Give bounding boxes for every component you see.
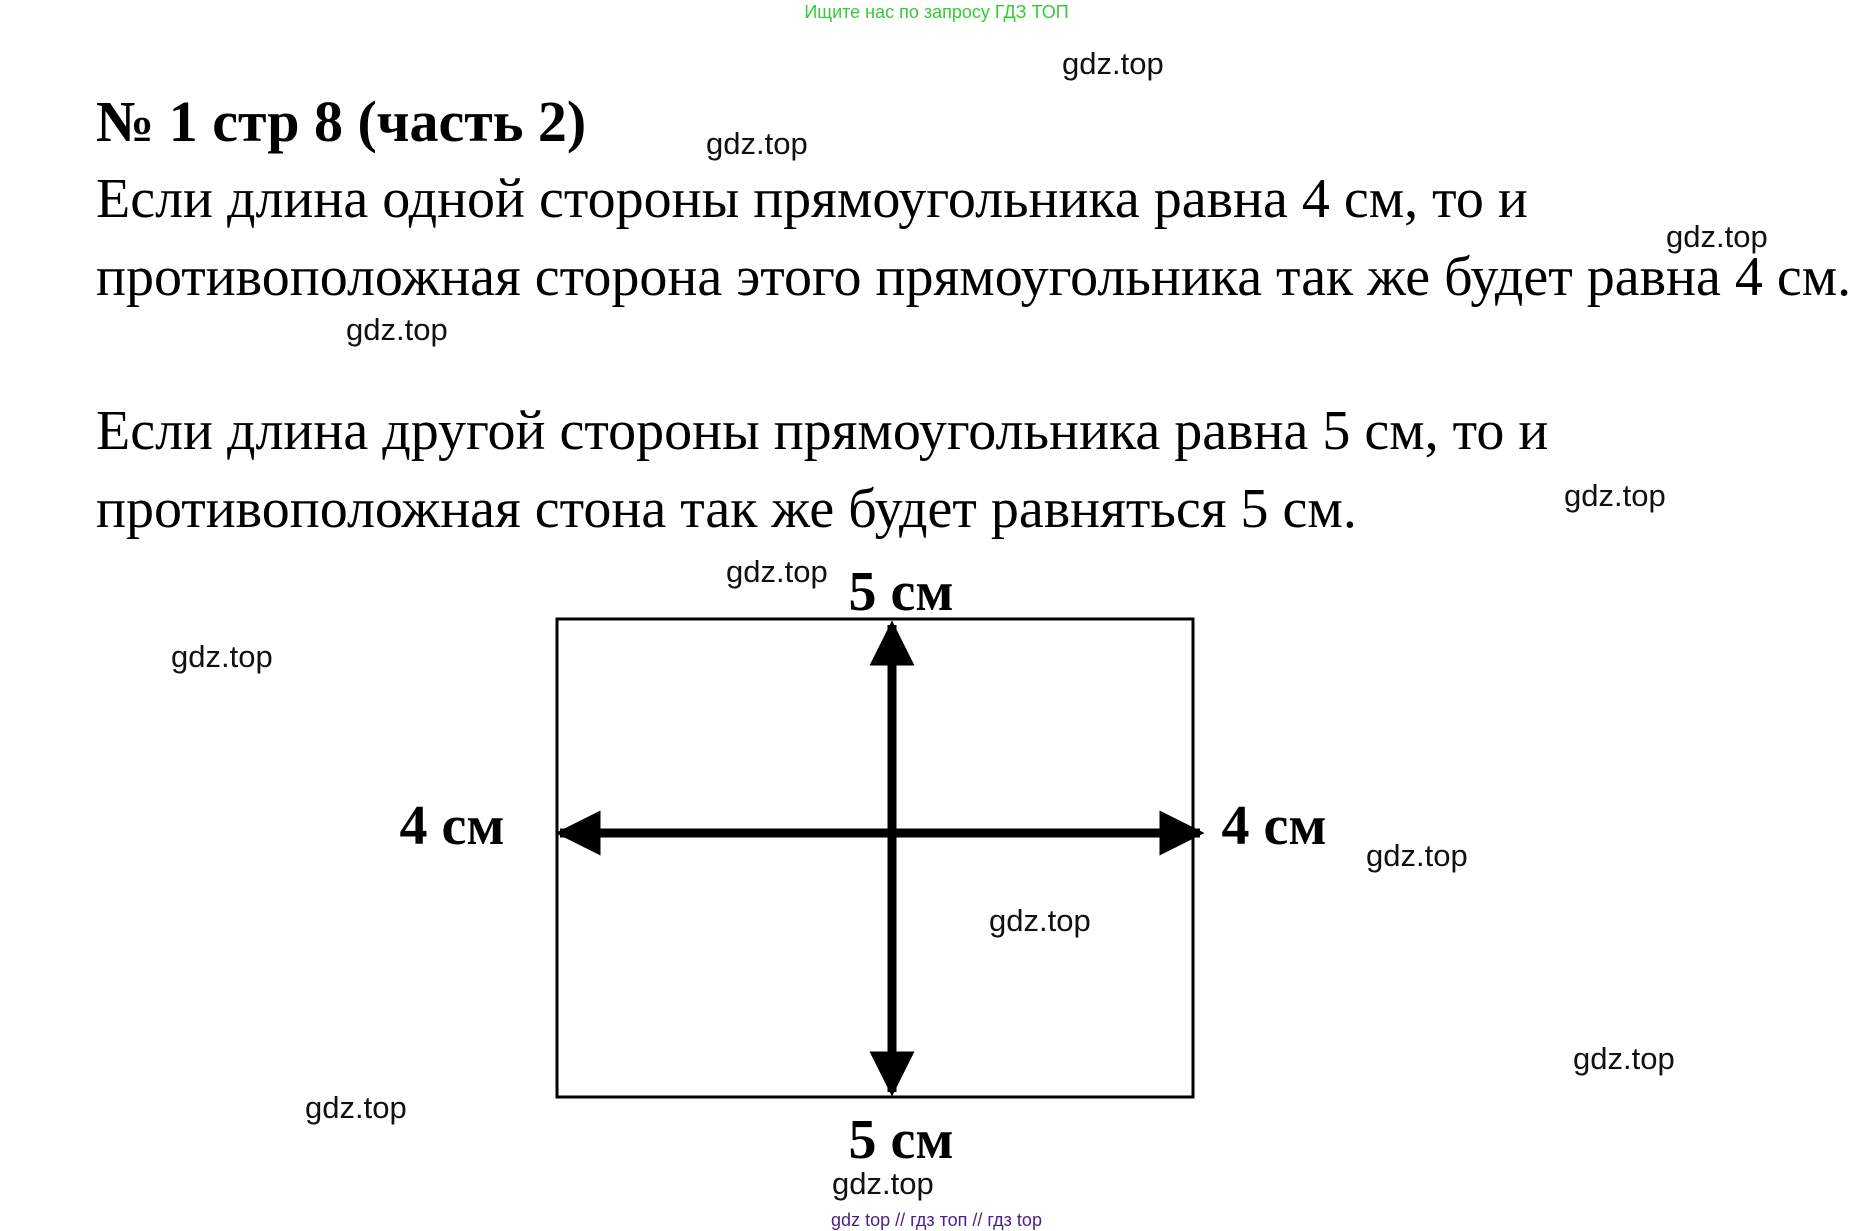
watermark: gdz.top — [346, 312, 448, 347]
watermark: gdz.top — [1366, 838, 1468, 873]
paragraph-1: Если длина одной стороны прямоугольника равна 4 см, то и противоположная сторона этого прямоугольника так же будет равна 4 см. — [96, 168, 1852, 308]
label-top: 5 см — [848, 561, 954, 623]
label-left: 4 см — [399, 795, 505, 857]
watermark: gdz.top — [1573, 1041, 1675, 1076]
paragraph-2: Если длина другой стороны прямоугольника равна 5 см, то и противоположная стона так же будет равняться 5 см. — [96, 400, 1549, 540]
rectangle — [557, 619, 1193, 1097]
label-right: 4 см — [1221, 795, 1327, 857]
watermark: gdz.top — [706, 126, 808, 161]
watermark: gdz.top — [1666, 219, 1768, 254]
watermark: gdz.top — [989, 903, 1091, 938]
top-banner: Ищите нас по запросу ГДЗ ТОП — [804, 2, 1069, 22]
watermark: gdz.top — [171, 639, 273, 674]
watermark: gdz.top — [1062, 46, 1164, 81]
watermark: gdz.top — [1564, 478, 1666, 513]
watermark: gdz.top — [832, 1166, 934, 1201]
problem-title: № 1 стр 8 (часть 2) — [96, 89, 587, 154]
label-bottom: 5 см — [848, 1109, 954, 1171]
footer-links: gdz top // гдз топ // гдз top — [831, 1210, 1042, 1230]
watermark: gdz.top — [726, 554, 828, 589]
watermark: gdz.top — [305, 1090, 407, 1125]
